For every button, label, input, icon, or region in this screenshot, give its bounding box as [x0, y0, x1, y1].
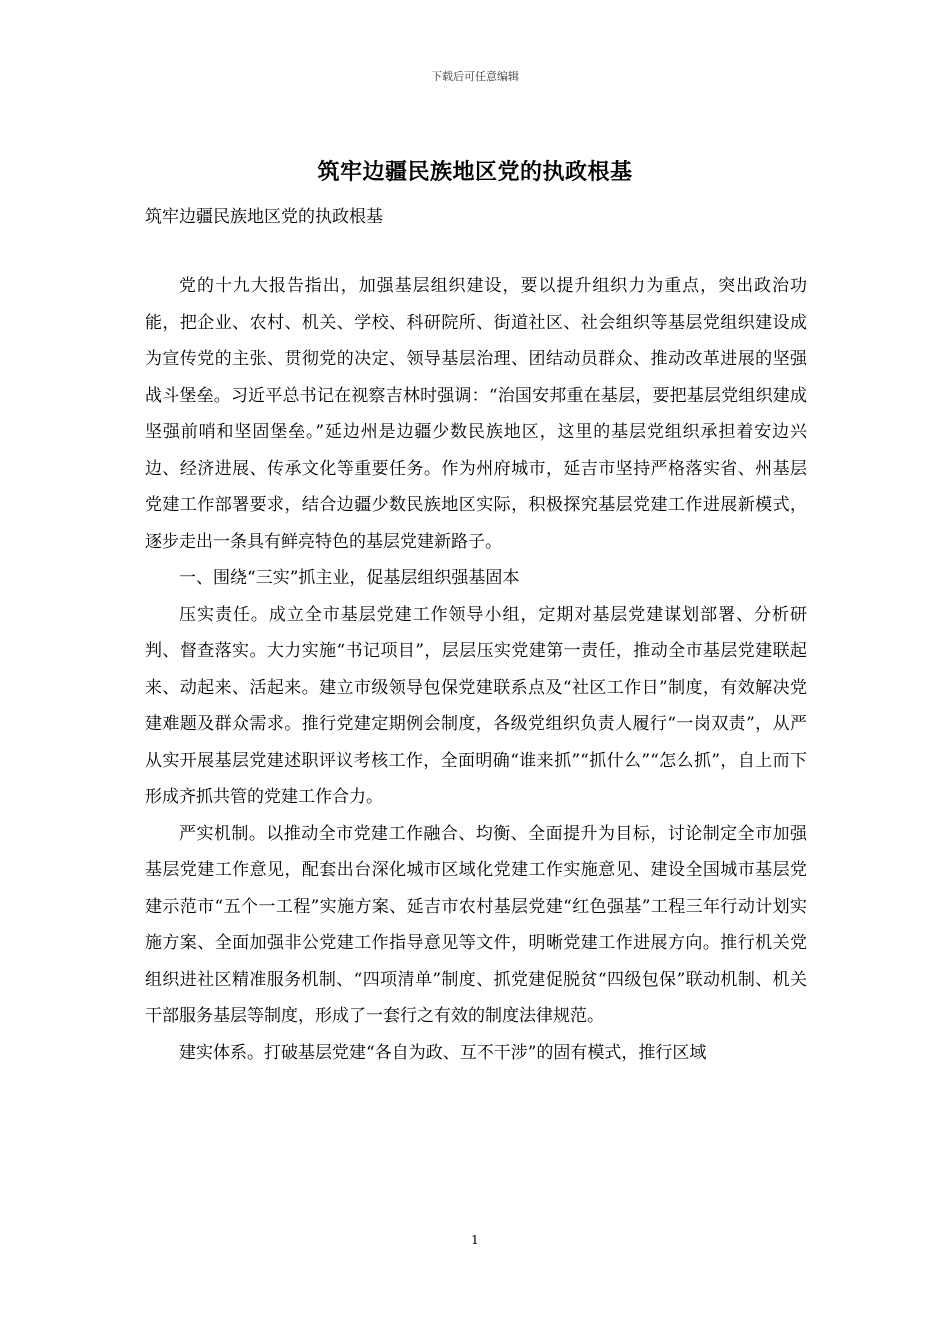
paragraph-mechanism: 严实机制。以推动全市党建工作融合、均衡、全面提升为目标，讨论制定全市加强基层党建工作意见，配套出台深化城市区域化党建工作实施意见、建设全国城市基层党建示范市“五个一工程”实施方案、延吉市农村基层党建“红色强基”工程三年行动计划实施方案、全面加强非公党建工作指导意见等文件，明晰党建工作进展方向。推行机关党组织进社区精准服务机制、“四项清单”制度、抓党建促脱贫“四级包保”联动机制、机关干部服务基层等制度，形成了一套行之有效的制度法律规范。 — [145, 823, 807, 1026]
paragraph-responsibility: 压实责任。成立全市基层党建工作领导小组，定期对基层党建谋划部署、分析研判、督查落实。大力实施“书记项目”，层层压实党建第一责任，推动全市基层党建联起来、动起来、活起来。建立市级领导包保党建联系点及“社区工作日”制度，有效解决党建难题及群众需求。推行党建定期例会制度，各级党组织负责人履行“一岗双责”，从严从实开展基层党建述职评议考核工作，全面明确“谁来抓”“抓什么”“怎么抓”，自上而下形成齐抓共管的党建工作合力。 — [145, 604, 807, 807]
paragraph-system: 建实体系。打破基层党建“各自为政、互不干涉”的固有模式，推行区域 — [179, 1042, 707, 1063]
header-note: 下载后可任意编辑 — [431, 70, 519, 83]
document-title: 筑牢边疆民族地区党的执政根基 — [317, 159, 633, 185]
document-body — [145, 268, 807, 1071]
document-subtitle: 筑牢边疆民族地区党的执政根基 — [145, 207, 383, 227]
page-number: 1 — [471, 1233, 479, 1247]
section-heading-1: 一、围绕“三实”抓主业，促基层组织强基固本 — [179, 568, 520, 588]
paragraph-intro: 党的十九大报告指出，加强基层组织建设，要以提升组织力为重点，突出政治功能，把企业、农村、机关、学校、科研院所、街道社区、社会组织等基层党组织建设成为宣传党的主张、贯彻党的决定、领导基层治理、团结动员群众、推动改革进展的坚强战斗堡垒。习近平总书记在视察吉林时强调：“治国安邦重在基层，要把基层党组织建成坚强前哨和坚固堡垒。”延边州是边疆少数民族地区，这里的基层党组织承担着安边兴边、经济进展、传承文化等重要任务。作为州府城市，延吉市坚持严格落实省、州基层党建工作部署要求，结合边疆少数民族地区实际，积极探究基层党建工作进展新模式，逐步走出一条具有鲜亮特色的基层党建新路子。 — [145, 276, 807, 552]
